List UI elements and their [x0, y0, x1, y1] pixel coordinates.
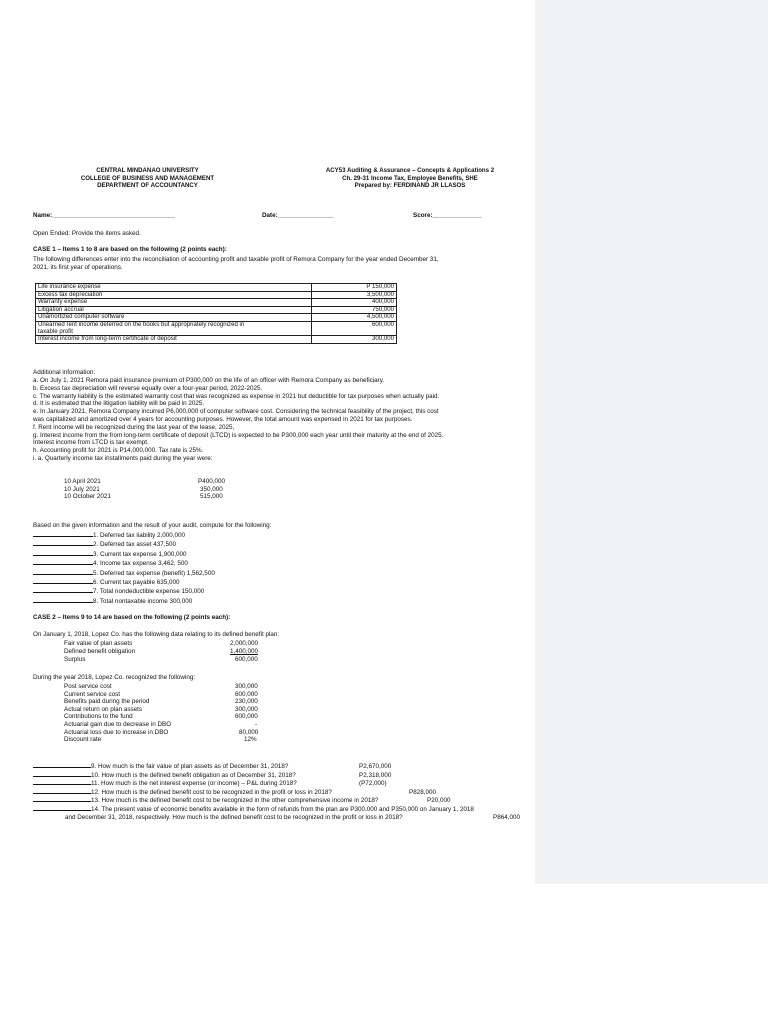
- table-row: [36, 291, 397, 299]
- answer-blank: [33, 540, 93, 546]
- recognized-value: 600,000: [235, 690, 258, 698]
- question-row: [33, 762, 520, 771]
- question-text: 14. The present value of economic benefits available in the form of refunds from the plan are P300,000 and P350,000 on January 1, 2018: [91, 805, 474, 813]
- answer-blank: [33, 788, 91, 794]
- table-cell-amount: 300,000: [312, 336, 397, 344]
- question-text: 13. How much is the defined benefit cost to be recognized in the other comprehensive income in 2018?: [91, 797, 379, 805]
- question-answer: P20,000: [427, 797, 451, 805]
- header-left: [40, 167, 255, 190]
- question-text: 12. How much is the defined benefit cost to be recognized in the profit or loss in 2018?: [91, 788, 332, 796]
- additional-item: d. It is estimated that the litigation liability will be paid in 2025.: [33, 400, 205, 408]
- recognized-value: 300,000: [235, 705, 258, 713]
- additional-item: e. In January 2021, Remora Company incurred P6,000,000 of computer software cost. Considering the technical feasibility of the project, this cost: [33, 408, 439, 416]
- recognized-row: [64, 698, 258, 706]
- recognized-value: 300,000: [235, 683, 258, 690]
- additional-item: g. Interest income from the from long-term certificate of deposit (LTCD) is expected to be P300,000 each year until their maturity at the end of 2025.: [33, 431, 444, 439]
- plan-row: [64, 640, 258, 648]
- table-cell-item: Warranty expense: [36, 299, 312, 307]
- installments-list: [64, 478, 225, 501]
- recognized-row: [64, 706, 258, 714]
- department-name: DEPARTMENT OF ACCOUNTANCY: [97, 182, 198, 190]
- answer-text: 5. Deferred tax expense (benefit) 1,562,500: [93, 569, 215, 577]
- table-cell-item: Unearned rent income deferred on the books but appropriately recognized in taxable profit: [36, 321, 312, 335]
- comment-side-panel: [535, 0, 768, 884]
- recognized-label: Post service cost: [64, 683, 112, 690]
- installment-date: 10 October 2021: [64, 493, 111, 501]
- case2-title: CASE 2 – Items 9 to 14 are based on the following (2 points each):: [33, 614, 231, 621]
- plan-data: [64, 640, 258, 663]
- answer-blank: [33, 597, 93, 603]
- answer-blank: [33, 578, 93, 584]
- additional-info-list: [33, 377, 443, 463]
- answer-row: [33, 578, 215, 587]
- answer-text: 6. Current tax payable 635,000: [93, 579, 180, 587]
- recognized-label: Actuarial loss due to increase in DBO: [64, 728, 169, 736]
- question-answer: P864,000: [493, 813, 520, 821]
- plan-row: [64, 648, 258, 656]
- answer-row: [33, 559, 215, 568]
- installment-date: 10 July 2021: [64, 485, 100, 493]
- answer-blank: [33, 805, 91, 811]
- recognized-label: Actual return on plan assets: [64, 705, 143, 713]
- answer-row: [33, 587, 215, 596]
- answer-row: [33, 569, 215, 578]
- table-row: [36, 321, 397, 335]
- additional-item: c. The warranty liability is the estimated warranty cost that was recognized as expense in 2021 but deductible for tax purposes when actually paid.: [33, 392, 440, 400]
- table-cell-item: Unamortized computer software: [36, 314, 312, 322]
- question-answer: P828,000: [409, 788, 436, 796]
- score-field: Score:______________: [413, 212, 482, 219]
- answer-text: 7. Total nondeductible expense 150,000: [93, 588, 205, 596]
- answer-text: 4. Income tax expense 3,462, 500: [93, 560, 188, 568]
- recognized-label: Actuarial gain due to decrease in DBO: [64, 720, 172, 728]
- answer-blank: [33, 779, 91, 785]
- answer-text: 1. Deferred tax liability 2,000,000: [93, 532, 186, 539]
- answer-text: 2. Deferred tax asset 437,500: [93, 541, 176, 549]
- recognized-value: -: [255, 720, 258, 728]
- table-cell-item: Life insurance expense: [36, 284, 312, 292]
- additional-item: Interest income from LTCD is tax exempt.: [33, 439, 149, 447]
- recognized-row: [64, 683, 258, 691]
- table-row: [36, 299, 397, 307]
- answer-text: 3. Current tax expense 1,900,000: [93, 550, 187, 558]
- table-cell-amount: 400,000: [312, 299, 397, 307]
- recognized-value: 12%: [244, 736, 257, 744]
- recognized-label: Benefits paid during the period: [64, 698, 150, 706]
- recognized-row: [64, 729, 258, 737]
- answer-blank: [33, 531, 93, 537]
- additional-info-title: Additional information:: [33, 369, 96, 376]
- installment-date: 10 April 2021: [64, 478, 101, 485]
- recognized-row: [64, 721, 258, 729]
- college-name: COLLEGE OF BUSINESS AND MANAGEMENT: [80, 174, 215, 182]
- answer-blank: [33, 762, 91, 768]
- date-field: Date:________________: [262, 212, 334, 219]
- answer-blank: [33, 550, 93, 556]
- table-cell-amount: 600,000: [312, 321, 397, 335]
- table-row: [36, 336, 397, 344]
- additional-item: was capitalized and amortized over 4 years for accounting purposes. However, the total amount was expensed in 2021 for tax purposes.: [33, 415, 413, 423]
- recognized-value: 600,000: [235, 713, 258, 721]
- answer-blank: [33, 569, 93, 575]
- question-text: 9. How much is the fair value of plan assets as of December 31, 2018?: [91, 763, 289, 770]
- additional-item: f. Rent income will be recognized during the last year of the lease, 2025,: [33, 423, 235, 431]
- question-text: 10. How much is the defined benefit obligation as of December 31, 2018?: [91, 771, 296, 779]
- recognized-row: [64, 736, 258, 744]
- additional-item: i. a. Quarterly income tax installments paid during the year were:: [33, 454, 213, 462]
- recognized-label: Discount rate: [64, 736, 102, 744]
- instructions: Open Ended: Provide the items asked.: [33, 230, 141, 237]
- recognized-row: [64, 691, 258, 699]
- case1-answers: [33, 531, 215, 606]
- question-row: [33, 805, 520, 814]
- header-right: [290, 167, 530, 190]
- additional-item: b. Excess tax depreciation will reverse equally over a four-year period, 2022-2025.: [33, 384, 263, 392]
- table-cell-amount: 750,000: [312, 306, 397, 314]
- answer-blank: [33, 796, 91, 802]
- compute-title: Based on the given information and the result of your audit, compute for the following:: [33, 522, 272, 529]
- plan-value: 2,000,000: [230, 640, 259, 647]
- prepared-by: Prepared by: FERDINAND JR LLASOS: [354, 182, 466, 190]
- additional-item: h. Accounting profit for 2021 is P14,000,000. Tax rate is 25%.: [33, 447, 204, 455]
- recognized-list: [64, 683, 258, 744]
- additional-item: a. On July 1, 2021 Remora paid insurance premium of P300,000 on the life of an officer with Remora Company as beneficiary.: [33, 377, 385, 384]
- answer-blank: [33, 559, 93, 565]
- installment-row: [64, 486, 225, 494]
- plan-label: Defined benefit obligation: [64, 647, 136, 655]
- table-cell-amount: 4,500,000: [312, 314, 397, 322]
- table-cell-amount: 3,500,000: [312, 291, 397, 299]
- course-title: ACY53 Auditing & Assurance – Concepts & Applications 2: [325, 167, 495, 174]
- answer-row: [33, 550, 215, 559]
- plan-value: 1,400,000: [230, 647, 259, 655]
- university-name: CENTRAL MINDANAO UNIVERSITY: [96, 167, 199, 174]
- recognized-value: 80,000: [239, 728, 259, 736]
- answer-blank: [33, 587, 93, 593]
- question-row: [33, 771, 520, 780]
- table-cell-item: Litigation accrual: [36, 306, 312, 314]
- table-cell-amount: P 150,000: [312, 284, 397, 292]
- question-text: 11. How much is the net interest expense (or income) – P&L during 2018?: [91, 780, 297, 788]
- plan-value: 600,000: [235, 655, 258, 663]
- chapter-title: Ch. 29-31 Income Tax, Employee Benefits, SHE: [342, 174, 478, 182]
- case1-intro-line2: 2021, its first year of operations.: [33, 264, 123, 271]
- question-answer: (P72,000): [359, 780, 387, 788]
- answer-row: [33, 531, 215, 540]
- installment-row: [64, 493, 225, 501]
- question-row: [33, 788, 520, 797]
- answer-text: 8. Total nontaxable income 300,000: [93, 597, 193, 605]
- during-intro: During the year 2018, Lopez Co. recognized the following:: [33, 674, 196, 681]
- case1-intro-line1: The following differences enter into the reconciliation of accounting profit and taxable profit of Remora Company for the year ended December 31,: [33, 256, 439, 263]
- answer-row: [33, 540, 215, 549]
- question-answer: P2,670,000: [359, 763, 392, 770]
- installment-row: [64, 478, 225, 486]
- case1-title: CASE 1 – Items 1 to 8 are based on the following (2 points each):: [33, 246, 227, 253]
- plan-label: Fair value of plan assets: [64, 640, 133, 647]
- answer-blank: [33, 771, 91, 777]
- installment-amount: 350,000: [200, 485, 223, 493]
- recognized-label: Contributions to the fund: [64, 713, 133, 721]
- plan-row: [64, 656, 258, 664]
- question-row: [33, 779, 520, 788]
- question-row: [33, 814, 520, 822]
- question-row: [33, 796, 520, 805]
- name-field: Name:___________________________________: [33, 212, 175, 219]
- table-cell-item: Interest income from long-term certificate of deposit: [36, 336, 312, 344]
- plan-label: Surplus: [64, 655, 86, 663]
- installment-amount: P400,000: [198, 478, 225, 485]
- question-text: and December 31, 2018, respectively. How much is the defined benefit cost to be recognized in the profit or loss in 2018?: [65, 813, 403, 821]
- table-row: [36, 284, 397, 292]
- answer-row: [33, 597, 215, 606]
- recognized-row: [64, 713, 258, 721]
- differences-table: [35, 283, 397, 344]
- recognized-label: Current service cost: [64, 690, 120, 698]
- recognized-value: 230,000: [235, 698, 258, 706]
- question-answer: P2,318,000: [359, 771, 392, 779]
- installment-amount: 515,000: [200, 493, 223, 501]
- case2-questions: [33, 762, 520, 821]
- case2-intro: On January 1, 2018, Lopez Co. has the following data relating to its defined benefit plan:: [33, 631, 280, 638]
- table-cell-item: Excess tax depreciation: [36, 291, 312, 299]
